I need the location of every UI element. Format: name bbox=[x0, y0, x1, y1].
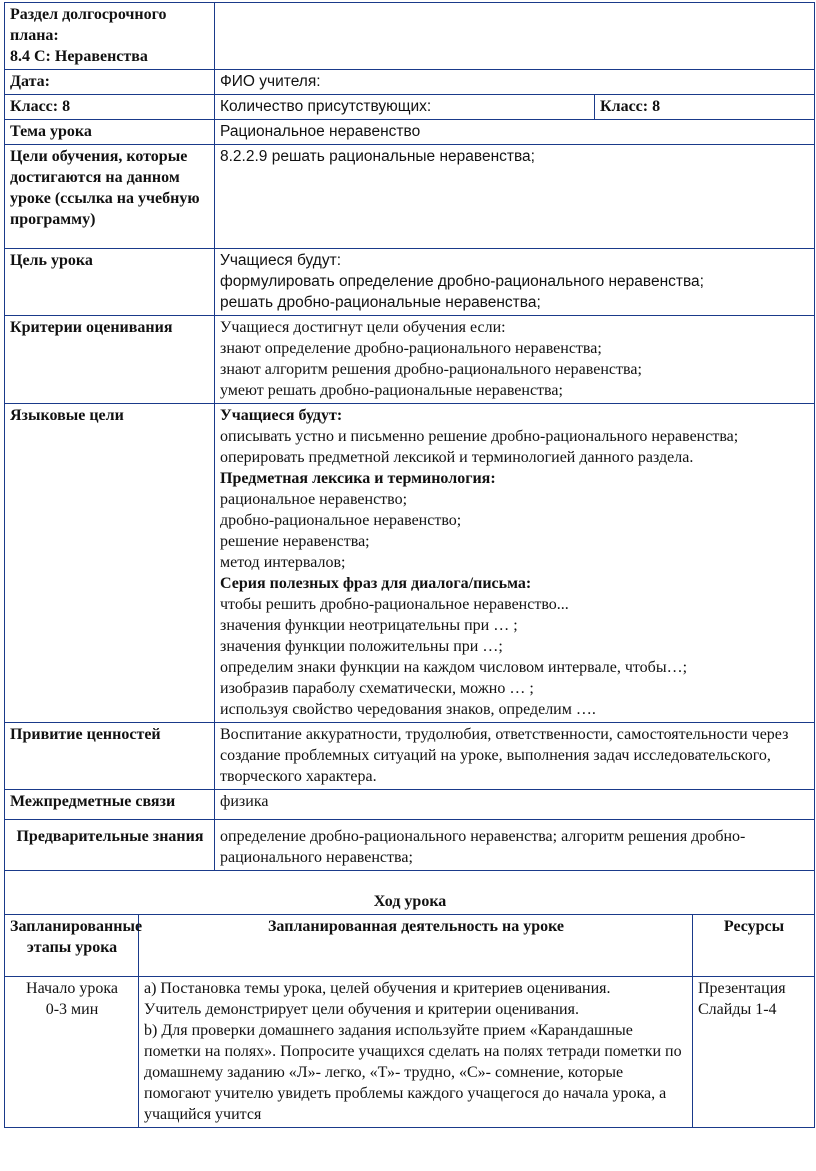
lesson-plan bbox=[4, 2, 814, 1128]
phrase-line: чтобы решить дробно-рациональное неравенство... bbox=[220, 596, 569, 613]
plan-header-table bbox=[4, 2, 815, 871]
resource-line: Слайды 1-4 bbox=[698, 1001, 777, 1018]
section-value: 8.4 С: Неравенства bbox=[10, 48, 148, 65]
topic-value: Рациональное неравенство bbox=[215, 120, 815, 145]
cross-text: физика bbox=[215, 790, 815, 820]
term-line: рациональное неравенство; bbox=[220, 491, 408, 508]
criteria-cell bbox=[215, 316, 815, 404]
topic-label: Тема урока bbox=[5, 120, 215, 145]
criteria-line: знают определение дробно-рационального неравенства; bbox=[220, 340, 602, 357]
section-label: Раздел долгосрочного плана: bbox=[10, 6, 167, 44]
prior-label: Предварительные знания bbox=[5, 820, 215, 871]
teacher-label: ФИО учителя: bbox=[215, 70, 815, 95]
activity-line: Учитель демонстрирует цели обучения и критерии оценивания. bbox=[144, 1001, 579, 1018]
prior-text: определение дробно-рационального неравенства; алгоритм решения дробно-рационального неравенства; bbox=[215, 820, 815, 871]
section-empty-cell bbox=[215, 3, 815, 70]
cross-label: Межпредметные связи bbox=[5, 790, 215, 820]
criteria-line: знают алгоритм решения дробно-рационального неравенства; bbox=[220, 361, 642, 378]
activity-line: b) Для проверки домашнего задания используйте прием «Карандашные пометки на полях». Попросите учащихся сделать на полях тетради пометки по домашнему заданию «Л»- легко, «Т»- трудно, «С»- сомнение, которые помогают учителю увидеть проблемы каждого учащегося до начала урока, а учащийся учится bbox=[144, 1022, 682, 1123]
criteria-label: Критерии оценивания bbox=[5, 316, 215, 404]
lesson-goal-label: Цель урока bbox=[5, 249, 215, 316]
values-label: Привитие ценностей bbox=[5, 723, 215, 790]
date-label: Дата: bbox=[5, 70, 215, 95]
language-goals-label: Языковые цели bbox=[5, 404, 215, 723]
language-heading: Учащиеся будут: bbox=[220, 407, 343, 424]
term-line: метод интервалов; bbox=[220, 554, 346, 571]
resource-line: Презентация bbox=[698, 980, 786, 997]
lesson-goal-line: решать дробно-рациональные неравенства; bbox=[220, 294, 541, 311]
col-resources-header: Ресурсы bbox=[693, 915, 815, 977]
activity-line: а) Постановка темы урока, целей обучения и критериев оценивания. bbox=[144, 980, 611, 997]
stage-time: 0-3 мин bbox=[45, 1001, 99, 1018]
values-text: Воспитание аккуратности, трудолюбия, ответственности, самостоятельности через создание проблемных ситуаций на уроке, выполнения задач исследовательского, творческого характера. bbox=[215, 723, 815, 790]
language-heading: Предметная лексика и терминология: bbox=[220, 470, 496, 487]
activity-cell bbox=[139, 977, 693, 1128]
language-line: описывать устно и письменно решение дробно-рационального неравенства; bbox=[220, 428, 739, 445]
course-table bbox=[4, 870, 815, 1128]
criteria-line: Учащиеся достигнут цели обучения если: bbox=[220, 319, 506, 336]
language-line: оперировать предметной лексикой и терминологией данного раздела. bbox=[220, 449, 694, 466]
attendance-label: Количество присутствующих: bbox=[215, 95, 595, 120]
goals-value: 8.2.2.9 решать рациональные неравенства; bbox=[215, 145, 815, 249]
class-label: Класс: 8 bbox=[5, 95, 215, 120]
term-line: решение неравенства; bbox=[220, 533, 370, 550]
col-stages-header: Запланированные этапы урока bbox=[5, 915, 139, 977]
stage-name: Начало урока bbox=[26, 980, 118, 997]
phrase-line: значения функции положительны при …; bbox=[220, 638, 503, 655]
criteria-line: умеют решать дробно-рациональные неравенства; bbox=[220, 382, 563, 399]
language-goals-cell bbox=[215, 404, 815, 723]
language-heading: Серия полезных фраз для диалога/письма: bbox=[220, 575, 532, 592]
course-title: Ход урока bbox=[5, 871, 815, 915]
phrase-line: изобразив параболу схематически, можно … ; bbox=[220, 680, 534, 697]
class-label-2: Класс: 8 bbox=[595, 95, 815, 120]
resources-cell bbox=[693, 977, 815, 1128]
lesson-goal-cell bbox=[215, 249, 815, 316]
goals-label: Цели обучения, которые достигаются на данном уроке (ссылка на учебную программу) bbox=[5, 145, 215, 249]
section-cell bbox=[5, 3, 215, 70]
phrase-line: используя свойство чередования знаков, определим …. bbox=[220, 701, 596, 718]
stage-cell bbox=[5, 977, 139, 1128]
col-activity-header: Запланированная деятельность на уроке bbox=[139, 915, 693, 977]
phrase-line: определим знаки функции на каждом числовом интервале, чтобы…; bbox=[220, 659, 688, 676]
term-line: дробно-рациональное неравенство; bbox=[220, 512, 462, 529]
lesson-goal-line: Учащиеся будут: bbox=[220, 252, 341, 269]
lesson-goal-line: формулировать определение дробно-рационального неравенства; bbox=[220, 273, 704, 290]
phrase-line: значения функции неотрицательны при … ; bbox=[220, 617, 518, 634]
